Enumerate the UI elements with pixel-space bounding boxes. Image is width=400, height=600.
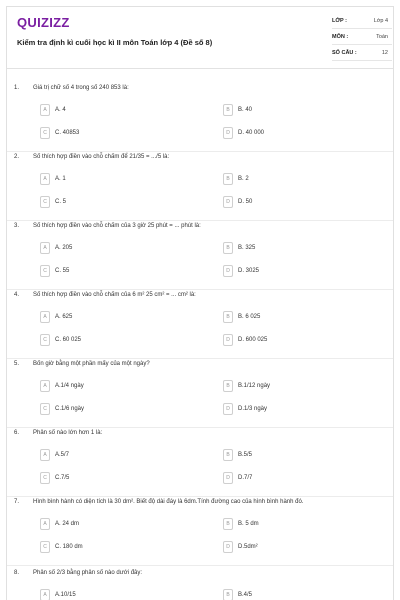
option-text: D.7/7: [238, 475, 253, 481]
meta-divider: [332, 60, 392, 61]
option-text: D. 600 025: [238, 337, 268, 343]
worksheet-header: [7, 7, 393, 69]
option-letter-box: C: [40, 334, 50, 346]
question-number: 7.: [14, 499, 20, 505]
option-text: C.1/6 ngày: [55, 406, 85, 412]
option-letter-box: C: [40, 127, 50, 139]
option-text: A.10/15: [55, 592, 76, 598]
meta-label: LỚP :: [332, 18, 347, 24]
question-divider: [7, 496, 393, 497]
option-letter-box: C: [40, 265, 50, 277]
option-text: D.1/3 ngày: [238, 406, 268, 412]
question-text: Hình bình hành có diện tích là 30 dm². Biết độ dài đáy là 6dm.Tính đường cao của hình bình hành đó.: [33, 499, 304, 505]
option-letter-box: D: [223, 472, 233, 484]
question-text: Số thích hợp điền vào chỗ chấm của 6 m² 25 cm² = ... cm² là:: [33, 292, 196, 298]
question-divider: [7, 427, 393, 428]
option-letter-box: C: [40, 472, 50, 484]
option-letter-box: D: [223, 265, 233, 277]
option-letter-box: C: [40, 196, 50, 208]
question-divider: [7, 565, 393, 566]
meta-row-class: [332, 13, 392, 29]
question-text: Phân số 2/3 bằng phân số nào dưới đây:: [33, 570, 143, 576]
option-text: B.4/5: [238, 592, 253, 598]
option-text: B.1/12 ngày: [238, 383, 271, 389]
option-letter-box: B: [223, 104, 233, 116]
question-number: 1.: [14, 85, 20, 91]
option-letter-box: A: [40, 518, 50, 530]
option-letter-box: B: [223, 449, 233, 461]
option-letter-box: A: [40, 589, 50, 600]
option-letter-box: B: [223, 311, 233, 323]
option-text: B. 40: [238, 107, 253, 113]
meta-row-subject: [332, 29, 392, 45]
question-number: 2.: [14, 154, 20, 160]
option-text: B. 5 dm: [238, 521, 259, 527]
option-letter-box: D: [223, 127, 233, 139]
worksheet-meta: [332, 13, 392, 61]
option-letter-box: D: [223, 196, 233, 208]
option-text: B. 2: [238, 176, 249, 182]
option-text: B. 325: [238, 245, 256, 251]
question-text: Giá trị chữ số 4 trong số 240 853 là:: [33, 85, 129, 91]
question-divider: [7, 289, 393, 290]
option-text: D. 3025: [238, 268, 260, 274]
question-number: 4.: [14, 292, 20, 298]
option-text: A.1/4 ngày: [55, 383, 84, 389]
option-letter-box: D: [223, 541, 233, 553]
question-text: Phân số nào lớn hơn 1 là:: [33, 430, 103, 436]
option-letter-box: A: [40, 449, 50, 461]
option-letter-box: B: [223, 242, 233, 254]
option-letter-box: D: [223, 403, 233, 415]
option-letter-box: A: [40, 380, 50, 392]
worksheet-title: Kiểm tra định kì cuối học kì II môn Toán lớp 4 (Đề số 8): [17, 38, 213, 47]
question-text: Số thích hợp điền vào chỗ chấm của 3 giờ 25 phút = ... phút là:: [33, 223, 201, 229]
option-letter-box: A: [40, 242, 50, 254]
quizizz-logo: QUIZIZZ: [17, 15, 70, 30]
option-text: A. 205: [55, 245, 73, 251]
worksheet: [6, 6, 394, 600]
meta-label: MÔN :: [332, 34, 349, 40]
meta-row-count: [332, 45, 392, 61]
option-letter-box: B: [223, 380, 233, 392]
option-text: C. 60 025: [55, 337, 82, 343]
option-letter-box: D: [223, 334, 233, 346]
option-letter-box: C: [40, 541, 50, 553]
option-letter-box: C: [40, 403, 50, 415]
option-text: B. 6 025: [238, 314, 261, 320]
question-number: 5.: [14, 361, 20, 367]
option-text: D. 40 000: [238, 130, 265, 136]
meta-value: 12: [381, 50, 388, 56]
question-number: 6.: [14, 430, 20, 436]
option-text: A. 4: [55, 107, 66, 113]
question-divider: [7, 358, 393, 359]
option-text: D. 50: [238, 199, 253, 205]
option-letter-box: B: [223, 589, 233, 600]
option-letter-box: A: [40, 104, 50, 116]
question-number: 8.: [14, 570, 20, 576]
question-text: Bốn giờ bằng một phần mấy của một ngày?: [33, 361, 150, 367]
option-text: B.5/5: [238, 452, 253, 458]
option-text: A. 1: [55, 176, 66, 182]
meta-label: SỐ CÂU :: [332, 50, 357, 56]
option-text: C. 40853: [55, 130, 80, 136]
option-text: D.5dm²: [238, 544, 258, 550]
question-text: Số thích hợp điền vào chỗ chấm để 21/35 = .../5 là:: [33, 154, 170, 160]
option-letter-box: B: [223, 173, 233, 185]
question-number: 3.: [14, 223, 20, 229]
meta-value: Lớp 4: [373, 18, 388, 24]
option-text: C. 5: [55, 199, 67, 205]
option-letter-box: A: [40, 173, 50, 185]
option-text: A. 625: [55, 314, 73, 320]
meta-value: Toán: [376, 34, 388, 40]
option-text: C.7/5: [55, 475, 70, 481]
option-text: A. 24 dm: [55, 521, 80, 527]
option-text: A.5/7: [55, 452, 70, 458]
option-text: C. 55: [55, 268, 70, 274]
question-divider: [7, 151, 393, 152]
option-letter-box: B: [223, 518, 233, 530]
option-letter-box: A: [40, 311, 50, 323]
question-divider: [7, 220, 393, 221]
option-text: C. 180 dm: [55, 544, 83, 550]
